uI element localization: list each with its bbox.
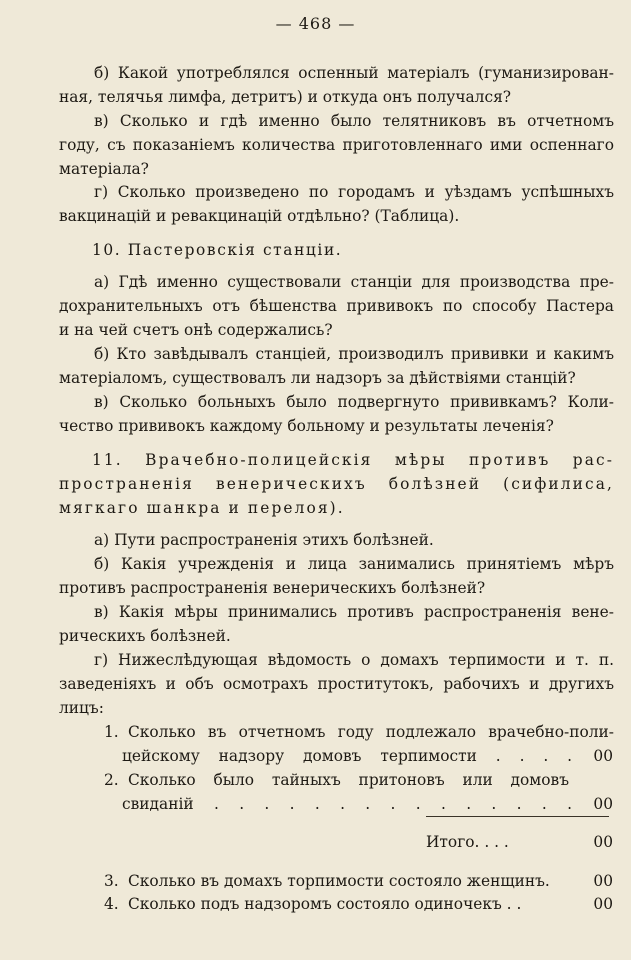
total-label: Итого. . . . [426,833,509,851]
page-number: — 468 — [275,14,356,33]
paragraph-line: вакцинацій и ревакцинацій отдѣльно? (Таблица). [59,207,460,225]
paragraph-line: матеріала? [59,160,149,178]
list-item-number: 4. [104,895,119,913]
paragraph-line: в) Сколько больныхъ было подвергнуто прививкамъ? Коли- [94,393,614,411]
paragraph-line: г) Нижеслѣдующая вѣдомость о домахъ терпимости и т. п. [94,651,614,669]
list-item-value: 00 [593,747,613,765]
paragraph-line: а) Пути распространенія этихъ болѣзней. [94,531,434,549]
paragraph-line: б) Кто завѣдывалъ станціей, производилъ прививки и какимъ [94,345,614,363]
paragraph-line: матеріаломъ, существовалъ ли надзоръ за дѣйствіями станцій? [59,369,576,387]
list-item-text: свиданій . . . . . . . . . . . . . . . [122,795,572,813]
section-heading: 10. Пастеровскія станціи. [92,241,343,259]
paragraph-line: а) Гдѣ именно существовали станціи для производства пре- [94,273,614,291]
paragraph-line: дохранительныхъ отъ бѣшенства прививокъ по способу Пастера [59,297,614,315]
paragraph-line: б) Какія учрежденія и лица занимались принятіемъ мѣръ [94,555,614,573]
list-item-text: Сколько подъ надзоромъ состояло одиночекъ . . [128,895,522,913]
list-item-number: 1. [104,723,119,741]
list-item-text: Сколько въ домахъ торпимости состояло женщинъ. [128,872,550,890]
paragraph-line: г) Сколько произведено по городамъ и уѣздамъ успѣшныхъ [94,183,614,201]
paragraph-line: и на чей счетъ онѣ содержались? [59,321,333,339]
list-item-text: цейскому надзору домовъ терпимости . . . . [122,747,572,765]
paragraph-line: ная, телячья лимфа, детритъ) и откуда онъ получался? [59,88,512,106]
paragraph-line: лицъ: [59,699,104,717]
list-item-text: Сколько въ отчетномъ году подлежало врачебно-поли- [128,723,614,741]
paragraph-line: рическихъ болѣзней. [59,627,231,645]
total-value: 00 [593,833,613,851]
section-heading: пространенія венерическихъ болѣзней (сифилиса, [59,475,614,493]
paragraph-line: чество прививокъ каждому больному и результаты леченія? [59,417,554,435]
paragraph-line: заведеніяхъ и объ осмотрахъ проститутокъ, рабочихъ и другихъ [59,675,614,693]
list-item-value: 00 [593,795,613,813]
paragraph-line: противъ распространенія венерическихъ болѣзней? [59,579,486,597]
list-item-value: 00 [593,872,613,890]
total-rule [426,816,609,817]
list-item-text: Сколько было тайныхъ притоновъ или домовъ [128,771,569,789]
list-item-number: 2. [104,771,119,789]
section-heading: мягкаго шанкра и перелоя). [59,499,345,517]
list-item-number: 3. [104,872,119,890]
paragraph-line: году, съ показаніемъ количества приготовленнаго ими оспеннаго [59,136,614,154]
list-item-value: 00 [593,895,613,913]
paragraph-line: б) Какой употреблялся оспенный матеріалъ (гуманизирован- [94,64,614,82]
paragraph-line: в) Сколько и гдѣ именно было телятниковъ въ отчетномъ [94,112,614,130]
paragraph-line: в) Какія мѣры принимались противъ распространенія вене- [94,603,614,621]
section-heading: 11. Врачебно-полицейскія мѣры противъ рас- [92,451,614,469]
